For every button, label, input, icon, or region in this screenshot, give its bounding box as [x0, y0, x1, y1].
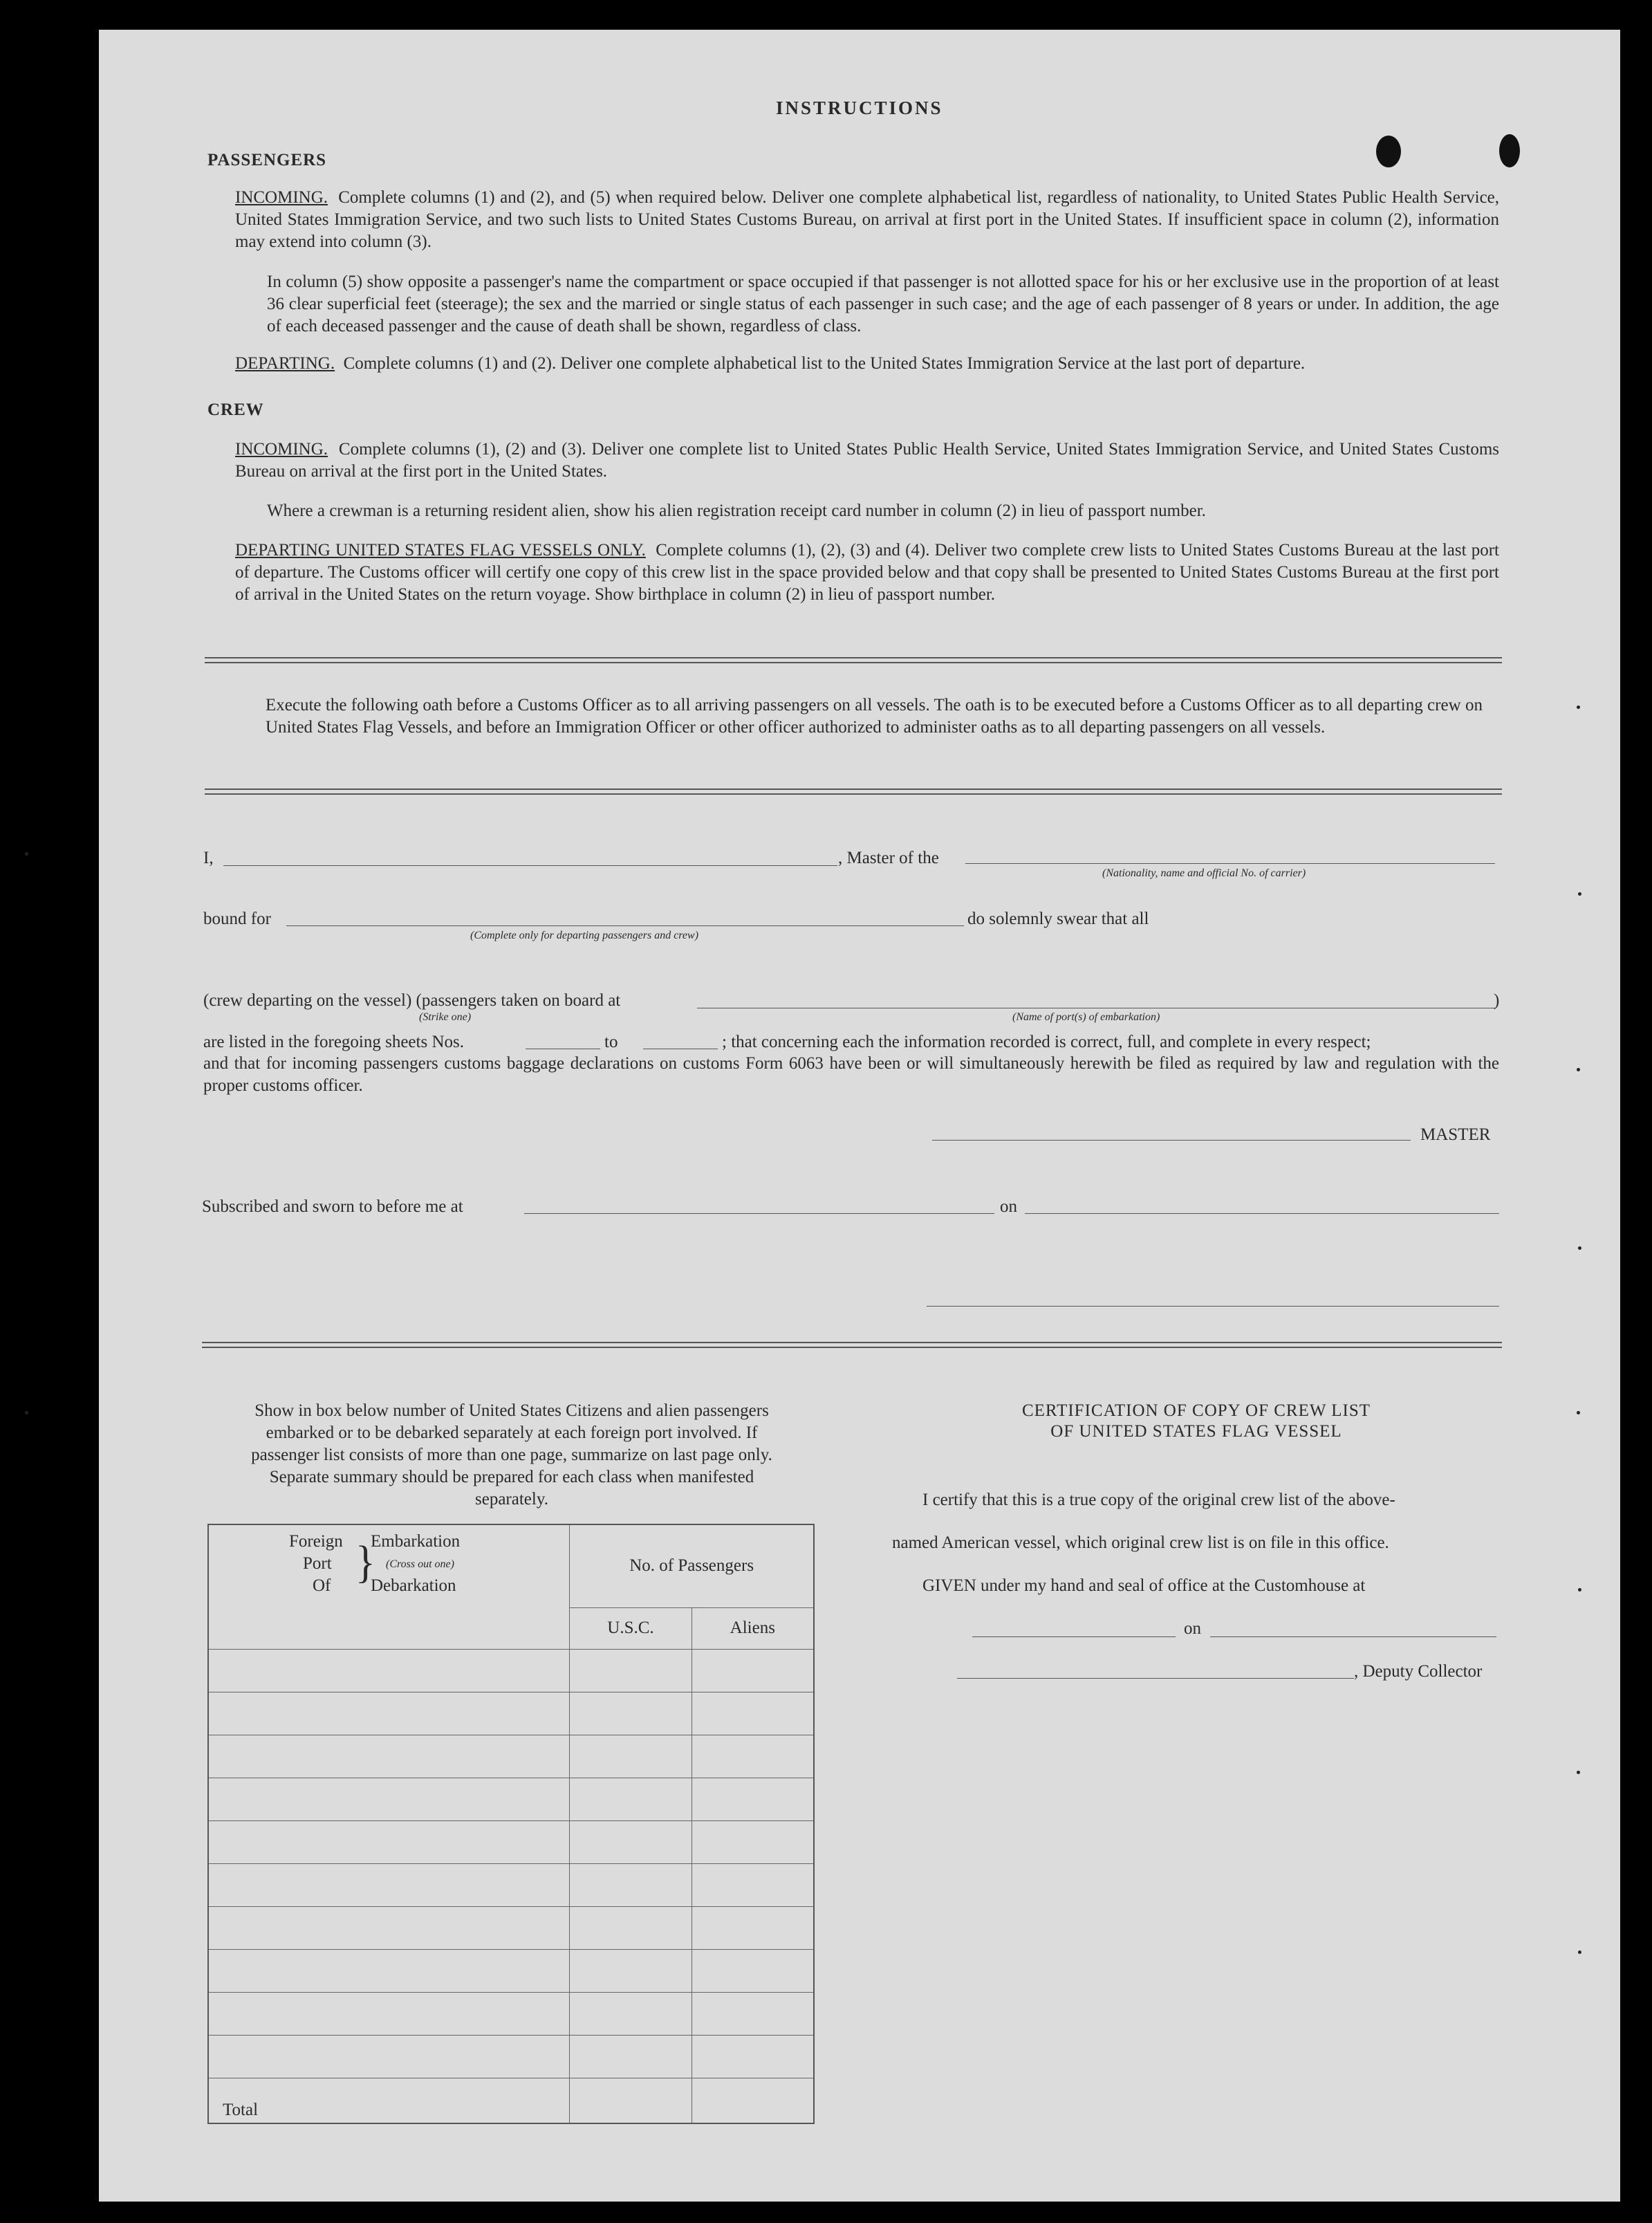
aliens-cell[interactable]: [692, 1778, 814, 1820]
aliens-cell[interactable]: [692, 2035, 814, 2078]
port-cell[interactable]: [208, 1649, 570, 1692]
punch-hole-right: [1499, 134, 1520, 167]
port-header-cell: [208, 1524, 570, 1649]
complete-only-note: (Complete only for departing passengers and crew): [470, 930, 699, 941]
embarkation-label: Embarkation: [371, 1532, 461, 1551]
passengers-heading: PASSENGERS: [207, 151, 327, 169]
crew-departing-text: Complete columns (1), (2), (3) and (4). Deliver two complete crew lists to United States Customs Bureau at the last port of departure. The Customs officer will certify one copy of this crew list in the space provided below and that copy shall be presented to United States Customs Bureau at the first port of arrival in the United States on the return voyage. Show birthplace in column (2) in lieu of passport number.: [235, 541, 1500, 604]
certification-heading-2: OF UNITED STATES FLAG VESSEL: [1050, 1422, 1342, 1441]
table-row: [208, 1735, 814, 1778]
listed-rest: and that for incoming passengers customs baggage declarations on customs Form 6063 have been or will simultaneously herewith be filed as required by law and regulation with the proper customs officer.: [203, 1054, 1499, 1095]
swear-label: do solemnly swear that all: [967, 910, 1149, 928]
aliens-cell[interactable]: [692, 1735, 814, 1778]
close-paren: ): [1494, 991, 1500, 1010]
master-of-label: , Master of the: [838, 849, 939, 867]
officer-signature-field[interactable]: [927, 1306, 1499, 1307]
passengers-incoming-label: INCOMING.: [235, 188, 328, 207]
usc-cell[interactable]: [570, 1906, 692, 1949]
scan-speck: [25, 1411, 28, 1414]
port-cell[interactable]: [208, 1863, 570, 1906]
of-label: Of: [313, 1576, 331, 1595]
crew-heading: CREW: [207, 400, 264, 419]
crew-incoming-text: Complete columns (1), (2) and (3). Deliver one complete list to United States Public Health Service, United States Immigration Service, and United States Customs Bureau on arrival at the first port in the United States.: [235, 440, 1500, 481]
usc-cell[interactable]: [570, 1649, 692, 1692]
certification-line-2: named American vessel, which original crew list is on file in this office.: [892, 1533, 1389, 1552]
aliens-cell[interactable]: [692, 1906, 814, 1949]
ports-note: (Name of port(s) of embarkation): [1012, 1011, 1160, 1023]
oath-i-label: I,: [203, 849, 214, 867]
listed-to-label: to: [604, 1033, 618, 1051]
section-divider: [205, 657, 1502, 663]
crew-resident-paragraph: Where a crewman is a returning resident alien, show his alien registration receipt card number in column (2) in lieu of passport number.: [267, 501, 1206, 520]
carrier-note: (Nationality, name and official No. of carrier): [1102, 867, 1306, 879]
port-cell[interactable]: [208, 1992, 570, 2035]
usc-header: U.S.C.: [570, 1607, 692, 1649]
no-of-passengers-header: No. of Passengers: [570, 1524, 814, 1607]
table-row: [208, 1992, 814, 2035]
passengers-departing-paragraph: [235, 353, 1499, 375]
port-cell[interactable]: [208, 1692, 570, 1735]
port-cell[interactable]: [208, 1820, 570, 1863]
certification-line-3: GIVEN under my hand and seal of office at the Customhouse at: [922, 1576, 1366, 1595]
total-row: [208, 2078, 814, 2123]
table-row: [208, 1649, 814, 1692]
passengers-incoming-text: Complete columns (1) and (2), and (5) when required below. Deliver one complete alphabetical list, regardless of nationality, to United States Public Health Service, United States Immigration Service, and two such lists to United States Customs Bureau, on arrival at first port in the United States. If insufficient space in column (2), information may extend into column (3).: [235, 188, 1500, 251]
page-title: INSTRUCTIONS: [776, 98, 943, 118]
subscribed-place-field[interactable]: [524, 1213, 994, 1214]
passenger-summary-table: [207, 1524, 815, 2124]
usc-cell[interactable]: [570, 1863, 692, 1906]
scan-speck: [1577, 1771, 1580, 1774]
scan-speck: [1577, 1411, 1580, 1414]
port-cell[interactable]: [208, 1949, 570, 1992]
scan-speck: [1578, 1950, 1581, 1954]
crew-incoming-paragraph: [235, 439, 1499, 483]
scan-speck: [1577, 1068, 1580, 1071]
section-divider: [202, 1342, 1502, 1348]
scan-speck: [1578, 1246, 1581, 1250]
summary-instructions: Show in box below number of United States Citizens and alien passengers embarked or to be debarked separately at each foreign port involved. If passenger list consists of more than one page, summarize on last page only. Separate summary should be prepared for each class when manifested separately.: [251, 1401, 772, 1509]
aliens-cell[interactable]: [692, 1863, 814, 1906]
deputy-signature-field[interactable]: [957, 1678, 1354, 1679]
certification-heading-1: CERTIFICATION OF COPY OF CREW LIST: [1021, 1401, 1371, 1420]
aliens-cell[interactable]: [692, 1992, 814, 2035]
cross-out-note: (Cross out one): [386, 1558, 454, 1570]
table-row: [208, 1692, 814, 1735]
foreign-label: Foreign: [289, 1532, 343, 1551]
usc-cell[interactable]: [570, 2035, 692, 2078]
aliens-cell[interactable]: [692, 1649, 814, 1692]
port-label: Port: [303, 1554, 332, 1573]
passengers-column5-paragraph: In column (5) show opposite a passenger's name the compartment or space occupied if that passenger is not allotted space for his or her exclusive use in the proportion of at least 36 clear superficial feet (steerage); the sex and the married or single status of each passenger in such case; and the age of each passenger of 8 years or under. In addition, the age of each deceased passenger and the cause of death shall be shown, regardless of class.: [267, 273, 1499, 335]
certification-date-field[interactable]: [1210, 1636, 1496, 1637]
passengers-departing-text: Complete columns (1) and (2). Deliver one complete alphabetical list to the United States Immigration Service at the last port of departure.: [343, 354, 1306, 373]
total-usc-cell[interactable]: [570, 2078, 692, 2123]
master-label: MASTER: [1420, 1125, 1491, 1144]
table-row: [208, 1906, 814, 1949]
aliens-cell[interactable]: [692, 1820, 814, 1863]
listed-label-b: ; that concerning each the information recorded is correct, full, and complete in every respect;: [722, 1033, 1371, 1051]
subscribed-on-label: on: [1000, 1197, 1017, 1216]
certification-line-1: I certify that this is a true copy of the original crew list of the above-: [922, 1491, 1395, 1509]
usc-cell[interactable]: [570, 1992, 692, 2035]
strike-one-note: (Strike one): [419, 1011, 472, 1023]
crew-passengers-label: (crew departing on the vessel) (passengers taken on board at: [203, 991, 621, 1010]
usc-cell[interactable]: [570, 1820, 692, 1863]
bound-for-field[interactable]: [286, 925, 964, 926]
passengers-departing-label: DEPARTING.: [235, 354, 335, 373]
oath-instructions: Execute the following oath before a Customs Officer as to all arriving passengers on all vessels. The oath is to be executed before a Customs Officer as to all departing crew on United States Flag Vessels, and before an Immigration Officer or other officer authorized to administer oaths as to all departing passengers on all vessels.: [266, 696, 1483, 737]
scan-speck: [1578, 892, 1581, 896]
crew-incoming-label: INCOMING.: [235, 440, 328, 459]
customhouse-field[interactable]: [972, 1636, 1176, 1637]
carrier-field[interactable]: [965, 863, 1495, 864]
usc-cell[interactable]: [570, 1692, 692, 1735]
aliens-cell[interactable]: [692, 1692, 814, 1735]
subscribed-date-field[interactable]: [1025, 1213, 1499, 1214]
usc-cell[interactable]: [570, 1778, 692, 1820]
master-name-field[interactable]: [223, 865, 837, 866]
port-cell[interactable]: [208, 1906, 570, 1949]
passengers-incoming-paragraph: [235, 187, 1499, 253]
total-aliens-cell[interactable]: [692, 2078, 814, 2123]
debarkation-label: Debarkation: [371, 1576, 456, 1595]
table-row: [208, 1863, 814, 1906]
section-divider: [205, 788, 1502, 795]
aliens-cell[interactable]: [692, 1949, 814, 1992]
certification-on-label: on: [1184, 1619, 1201, 1638]
deputy-collector-label: , Deputy Collector: [1354, 1662, 1483, 1681]
master-signature-field[interactable]: [932, 1140, 1411, 1141]
usc-cell[interactable]: [570, 1949, 692, 1992]
port-cell[interactable]: [208, 2035, 570, 2078]
listed-label-a: are listed in the foregoing sheets Nos.: [203, 1033, 464, 1051]
aliens-header: Aliens: [692, 1607, 814, 1649]
scan-speck: [25, 852, 28, 856]
total-label: Total: [208, 2078, 570, 2123]
brace-icon: }: [355, 1536, 375, 1587]
table-row: [208, 1778, 814, 1820]
table-row: [208, 2035, 814, 2078]
table-row: [208, 1949, 814, 1992]
crew-departing-paragraph: [235, 539, 1499, 606]
port-cell[interactable]: [208, 1778, 570, 1820]
usc-cell[interactable]: [570, 1735, 692, 1778]
table-row: [208, 1820, 814, 1863]
punch-hole-left: [1376, 136, 1401, 167]
scan-speck: [1577, 705, 1580, 709]
scan-speck: [1578, 1588, 1581, 1592]
port-cell[interactable]: [208, 1735, 570, 1778]
crew-departing-label: DEPARTING UNITED STATES FLAG VESSELS ONLY.: [235, 541, 646, 560]
subscribed-label: Subscribed and sworn to before me at: [202, 1197, 463, 1216]
bound-for-label: bound for: [203, 910, 271, 928]
